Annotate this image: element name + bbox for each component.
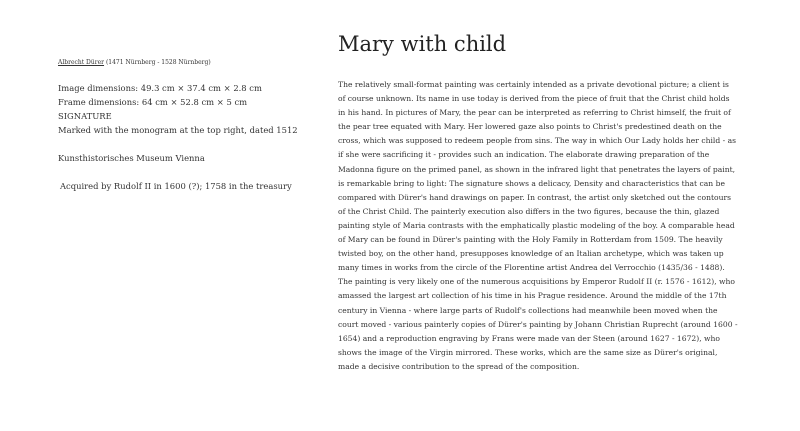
dimensions-block — [58, 81, 308, 137]
frame-dimensions: Frame dimensions: 64 cm × 52.8 cm × 5 cm — [58, 97, 248, 107]
signature-text: Marked with the monogram at the top right, dated 1512 — [58, 125, 298, 135]
artwork-metadata-panel — [58, 58, 308, 193]
artist-link[interactable]: Albrecht Dürer — [58, 59, 105, 66]
artwork-description: The relatively small-format painting was certainly intended as a private devotional picture; a client is of course unknown. Its name in use today is derived from the piece of fruit that the Christ child holds in his hand. In pictures of Mary, the pear can be interpreted as referring to Christ himself, the fruit of the pear tree equated with Mary. Her lowered gaze also points to Christ's predestined death on the cross, which was supposed to redeem people from sins. The way in which Our Lady holds her child - as if she were sacrificing it - provides such an indication. The elaborate drawing preparation of the Madonna figure on the primed panel, as shown in the infrared light that penetrates the layers of paint, is remarkable bring to light: The signature shows a delicacy, Density and characteristics that can be compared with Dürer's hand drawings on paper. In contrast, the artist only sketched out the contours of the Christ Child. The painterly execution also differs in the two figures, because the thin, glazed painting style of Maria contrasts with the emphatically plastic modeling of the boy. A comparable head of Mary can be found in Dürer's painting with the Holy Family in Rotterdam from 1509. The heavily twisted boy, on the other hand, presupposes knowledge of an Italian archetype, which was taken up many times in works from the circle of the Florentine artist Andrea del Verrocchio (1435/36 - 1488). The painting is very likely one of the numerous acquisitions by Emperor Rudolf II (r. 1576 - 1612), who amassed the largest art collection of his time in his Prague residence. Around the middle of the 17th century in Vienna - where large parts of Rudolf's collections had meanwhile been moved when the court moved - various painterly copies of Dürer's painting by Johann Christian Ruprecht (around 1600 - 1654) and a reproduction engraving by Frans were made van der Steen (around 1627 - 1672), who shows the image of the Virgin mirrored. These works, which are the same size as Dürer's original, made a decisive contribution to the spread of the composition. — [338, 80, 738, 371]
artist-line — [58, 58, 308, 67]
image-dimensions: Image dimensions: 49.3 cm × 37.4 cm × 2.8 cm — [58, 83, 262, 93]
artist-life-dates: (1471 Nürnberg - 1528 Nürnberg) — [105, 59, 211, 66]
artwork-main-content — [338, 30, 738, 374]
museum-name: Kunsthistorisches Museum Vienna — [58, 153, 205, 163]
signature-label: SIGNATURE — [58, 111, 112, 121]
provenance-text: Acquired by Rudolf II in 1600 (?); 1758 in the treasury — [60, 181, 292, 191]
page-title: Mary with child — [338, 32, 507, 56]
